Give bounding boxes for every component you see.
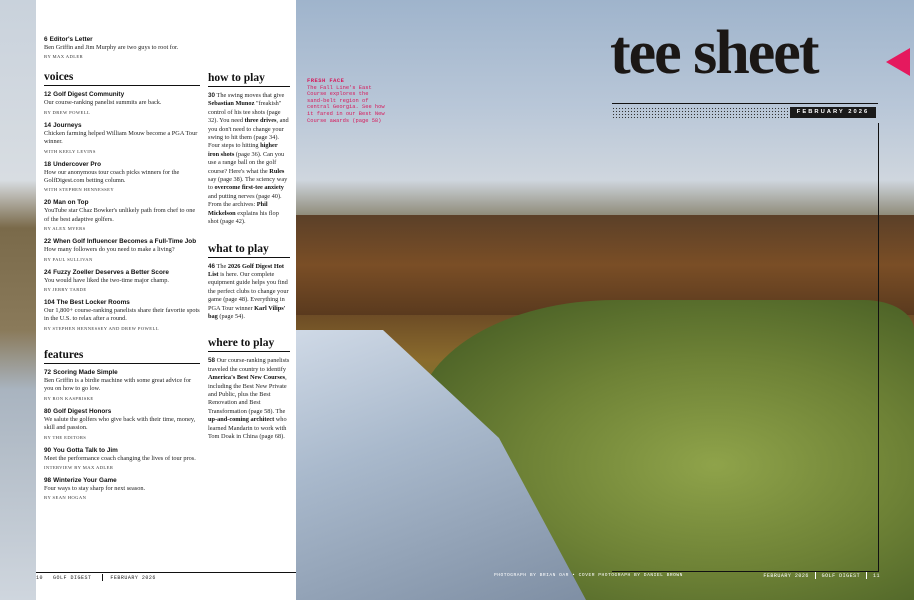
entry-title: The Best Locker Rooms	[56, 299, 130, 307]
entry-page-number: 6	[44, 36, 48, 43]
entry-page-number: 72	[44, 368, 52, 376]
entry-page-number: 12	[44, 91, 52, 99]
entry-title: You Gotta Talk to Jim	[53, 446, 118, 454]
entry-title: Fuzzy Zoeller Deserves a Better Score	[53, 268, 169, 276]
entry-heading	[44, 199, 200, 207]
entry-byline: BY PAUL SULLIVAN	[44, 256, 93, 262]
entry-page-number: 90	[44, 446, 52, 454]
entry-heading	[44, 369, 200, 377]
section-heading-features: features	[44, 349, 200, 364]
what-to-play-text: 46 The 2026 Golf Digest Hot List is here. Our complete equipment guide helps you find the perfect clubs to change your game (page 48). Everything in PGA Tour winner Karl Vilips' bag (page 54).	[208, 262, 289, 320]
pink-triangle-icon	[886, 48, 910, 76]
entry-description: Meet the performance coach changing the lives of tour pros.	[44, 454, 196, 462]
entry-description: How our anonymous tour coach picks winners for the GolfDigest.com betting column.	[44, 168, 180, 185]
features-entry	[44, 369, 200, 401]
fresh-face-caption	[307, 78, 387, 124]
editor-letter-entry	[44, 36, 200, 59]
column-voices-features	[44, 36, 200, 507]
entry-byline: WITH STEPHEN HENNESSEY	[44, 187, 115, 193]
entry-title: Journeys	[53, 121, 82, 129]
section-heading-where-to-play: where to play	[208, 337, 290, 352]
voices-entry	[44, 299, 200, 331]
entry-byline: BY MAX ADLER	[44, 54, 84, 60]
entry-description: How many followers do you need to make a living?	[44, 246, 175, 254]
entry-page-number: 22	[44, 238, 52, 246]
issue-date: FEBRUARY 2026	[790, 107, 876, 118]
footer-date-left: FEBRUARY 2026	[110, 574, 156, 581]
entry-description: We salute the golfers who give back with their time, money, skill and passion.	[44, 415, 196, 432]
features-entry	[44, 408, 200, 440]
entry-byline: BY ALEX MYERS	[44, 226, 86, 232]
entry-byline: BY JERRY TARDE	[44, 287, 87, 293]
entry-description: Ben Griffin is a birdie machine with some great advice for you on how to go low.	[44, 376, 192, 393]
entry-heading	[44, 447, 200, 455]
page-ref: 30	[208, 92, 216, 99]
entry-byline: BY SEAN HOGAN	[44, 495, 87, 501]
frame-bracket	[612, 123, 879, 572]
caption-title: FRESH FACE	[307, 78, 345, 84]
section-heading-voices: voices	[44, 71, 200, 86]
entry-page-number: 104	[44, 299, 55, 307]
column-play	[208, 72, 290, 441]
publication-name-left: GOLF DIGEST	[53, 574, 92, 581]
features-entry	[44, 477, 200, 500]
entry-byline: BY DREW POWELL	[44, 109, 91, 115]
entry-page-number: 98	[44, 476, 52, 484]
entry-byline: BY THE EDITORS	[44, 434, 87, 440]
entry-page-number: 24	[44, 268, 52, 276]
footer-divider	[102, 574, 103, 581]
entry-byline: INTERVIEW BY MAX ADLER	[44, 464, 114, 470]
entry-title: When Golf Influencer Becomes a Full-Time Job	[53, 238, 197, 246]
section-heading-what-to-play: what to play	[208, 243, 290, 258]
how-to-play-text: 30 The swing moves that give Sebastian Munoz "freakish" control of his tee shots (page 32). You need three drives, and you don't need to change your swing to hit them (page 34). Four steps to hitting higher iron shots (page 36). Can you use a range ball on the golf course? Here's what the Rules say (page 38). The sciency way to overcome first-tee anxiety and putting nerves (page 40). From the archives: Phil Mickelson explains his flop shot (page 42).	[208, 92, 289, 226]
entry-description: You would have liked the two-time major champ.	[44, 276, 169, 284]
entry-heading	[44, 477, 200, 485]
left-photo-strip	[0, 0, 36, 600]
masthead-title: tee sheet	[610, 19, 818, 87]
voices-entry	[44, 91, 200, 114]
page-number-right: 11	[872, 572, 880, 579]
entry-heading	[44, 91, 200, 99]
entry-title: Undercover Pro	[53, 160, 102, 168]
entry-title: Golf Digest Community	[53, 91, 125, 99]
voices-entry	[44, 269, 200, 292]
entry-page-number: 18	[44, 160, 52, 168]
section-heading-how-to-play: how to play	[208, 72, 290, 87]
entry-title: Scoring Made Simple	[53, 368, 118, 376]
voices-entry	[44, 161, 200, 193]
entry-title: Winterize Your Game	[53, 476, 117, 484]
entry-heading	[44, 299, 200, 307]
dateline	[612, 103, 878, 124]
entry-byline: WITH KEELY LEVINS	[44, 148, 96, 154]
voices-entry	[44, 199, 200, 231]
entry-title: Man on Top	[53, 199, 89, 207]
voices-entry	[44, 238, 200, 261]
entry-page-number: 20	[44, 199, 52, 207]
footer-divider	[815, 572, 816, 579]
entry-description: Chicken farming helped William Mouw become a PGA Tour winner.	[44, 129, 198, 146]
footer-left	[36, 572, 296, 584]
entry-heading	[44, 269, 200, 277]
footer-date-right: FEBRUARY 2026	[763, 572, 809, 579]
where-to-play-text: 58 Our course-ranking panelists traveled the country to identify America's Best New Courses, including the Best New Private and Public, plus the Best Renovation and Best Transformation (page 58). The up-and-coming architect who learned Mandarin to work with Tom Doak in China (page 68).	[208, 357, 290, 440]
entry-heading	[44, 161, 200, 169]
entry-heading	[44, 238, 200, 246]
entry-byline: BY RON KASPRISKE	[44, 395, 94, 401]
entry-page-number: 80	[44, 407, 52, 415]
entry-description: Ben Griffin and Jim Murphy are two guys to root for.	[44, 44, 179, 51]
entry-heading	[44, 122, 200, 130]
masthead	[610, 18, 910, 98]
caption-text: The Fall Line's East Course explores the sand-belt region of central Georgia. See how it fared in our Best New Course awards (page 58)	[307, 84, 385, 124]
entry-description: Our course-ranking panelist summits are back.	[44, 99, 162, 107]
footer-divider	[866, 572, 867, 579]
footer-right	[700, 572, 880, 579]
voices-list	[44, 91, 200, 330]
features-entry	[44, 447, 200, 470]
entry-description: Our 1,800+ course-ranking panelists share their favorite spots in the U.S. to relax after a round.	[44, 307, 200, 323]
entry-title: Golf Digest Honors	[53, 407, 112, 415]
entry-description: Four ways to stay sharp for next season.	[44, 484, 146, 492]
entry-byline: BY STEPHEN HENNESSEY AND DREW POWELL	[44, 325, 159, 331]
dot-pattern	[612, 107, 788, 118]
page-number-left: 10	[36, 574, 44, 581]
entry-page-number: 14	[44, 121, 52, 129]
entry-heading	[44, 408, 200, 416]
entry-description: YouTube star Chaz Bowker's unlikely path from chef to one of the best adaptive golfers.	[44, 207, 196, 223]
publication-name-right: GOLF DIGEST	[821, 572, 861, 579]
photo-credit: PHOTOGRAPH BY BRIAN OAR • COVER PHOTOGRAPH BY DANIEL BROWN	[494, 573, 683, 578]
features-list	[44, 369, 200, 500]
voices-entry	[44, 122, 200, 154]
entry-title: Editor's Letter	[49, 36, 93, 43]
